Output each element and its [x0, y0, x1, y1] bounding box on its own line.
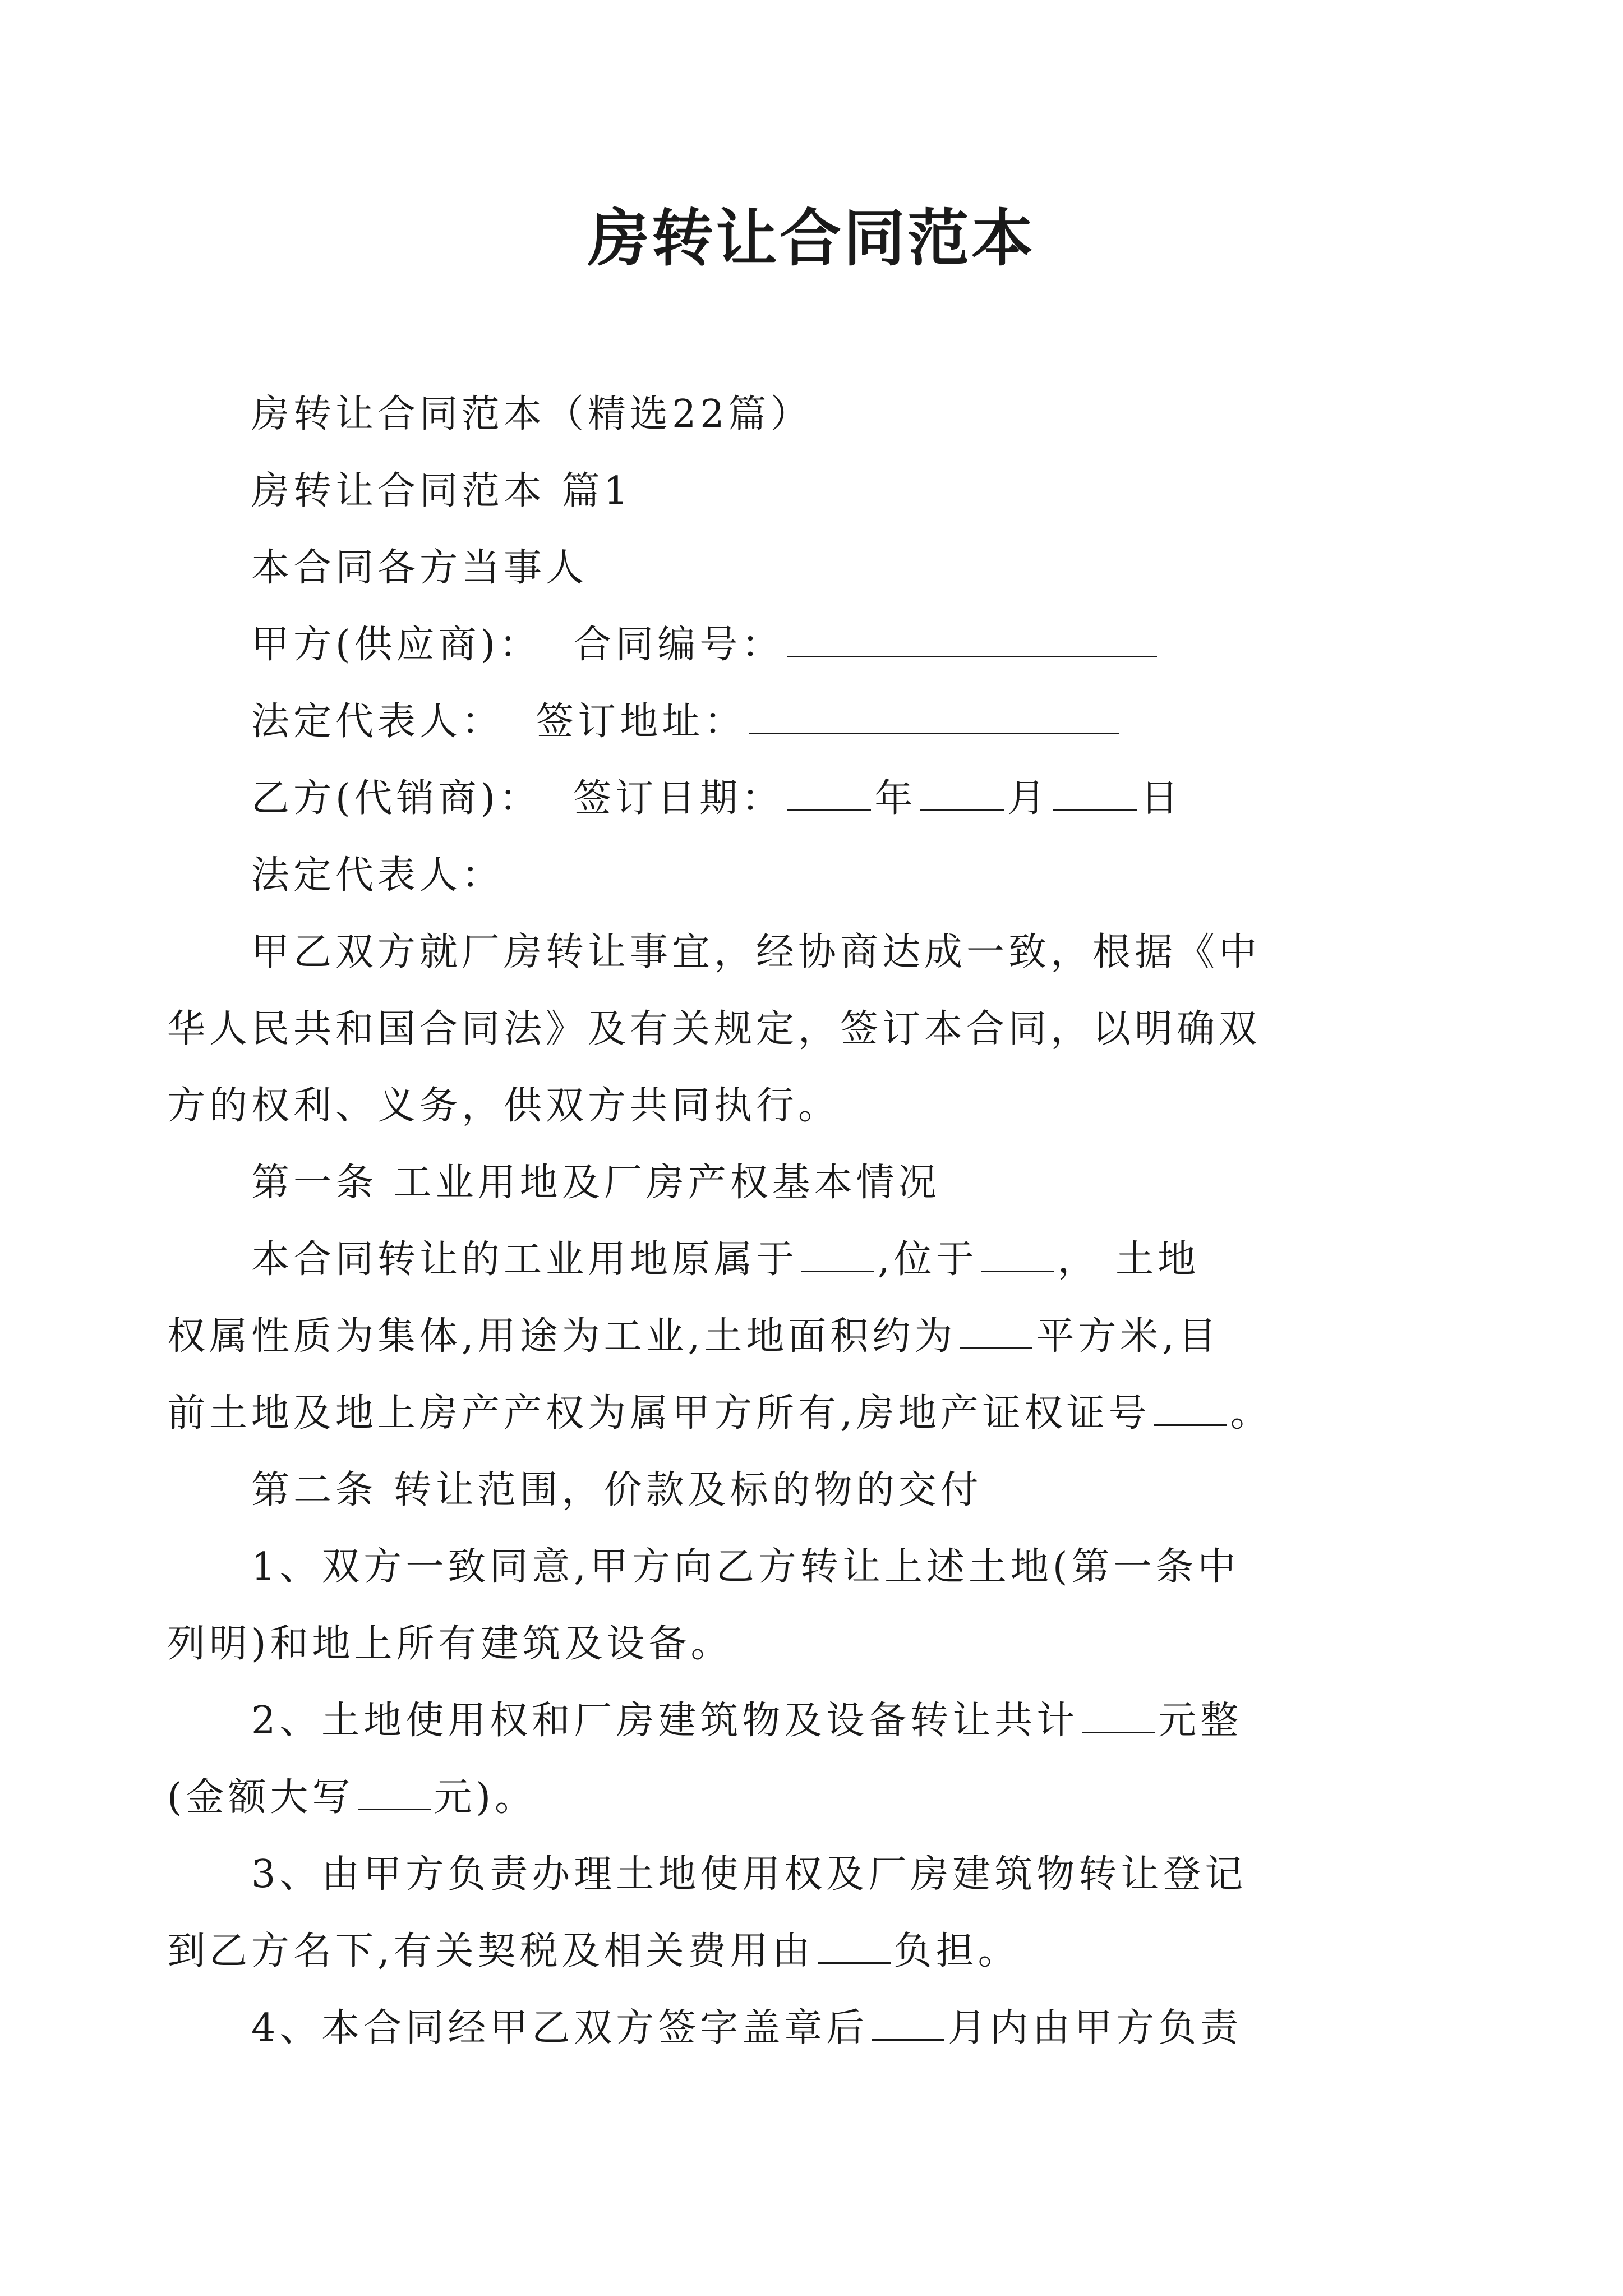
item-1-line-1: 1、双方一致同意,甲方向乙方转让上述土地(第一条中 — [251, 1545, 1240, 1589]
doc-line-party-a — [251, 606, 1390, 683]
article-1-text-b: ,位于 — [878, 1237, 978, 1282]
item-1-line-2: 列明)和地上所有建筑及设备。 — [167, 1622, 733, 1666]
price-blank — [1082, 1699, 1155, 1733]
item-4-text-b: 月内由甲方负责 — [948, 2006, 1243, 2050]
doc-line-parties: 本合同各方当事人 — [251, 546, 588, 590]
year-label: 年 — [874, 776, 917, 821]
intro-line-1: 甲乙双方就厂房转让事宜，经协商达成一致，根据《中 — [251, 930, 1261, 974]
sign-address-blank — [749, 700, 1119, 734]
intro-line-3: 方的权利、义务，供双方共同执行。 — [167, 1084, 841, 1128]
item-3-line-1: 3、由甲方负责办理土地使用权及厂房建筑物转让登记 — [251, 1852, 1247, 1897]
document-body-intro — [167, 914, 1401, 2067]
article-1-line-2 — [167, 1298, 1401, 1375]
article-1-text-d: 权属性质为集体,用途为工业,土地面积约为 — [167, 1314, 957, 1359]
item-4-text-a: 4、本合同经甲乙双方签字盖章后 — [251, 2006, 869, 2050]
contract-number-blank — [787, 623, 1157, 657]
party-b-label: 乙方(代销商)： 签订日期： — [251, 776, 784, 821]
article-1-line-3 — [167, 1375, 1401, 1452]
fee-bearer-blank — [818, 1930, 891, 1964]
certificate-number-blank — [1154, 1392, 1227, 1426]
item-3-line-2 — [167, 1913, 1401, 1990]
day-label: 日 — [1140, 776, 1183, 821]
item-2-line-2 — [167, 1759, 1401, 1836]
area-blank — [960, 1315, 1032, 1349]
price-words-blank — [358, 1776, 431, 1810]
document-title: 房转让合同范本 — [588, 203, 1035, 274]
article-2-heading: 第二条 转让范围，价款及标的物的交付 — [251, 1468, 983, 1512]
month-label: 月 — [1007, 776, 1050, 821]
item-3-text-a: 到乙方名下,有关契税及相关费用由 — [167, 1929, 814, 1973]
item-2-text-b: 元整 — [1158, 1699, 1243, 1743]
doc-line-section-heading: 房转让合同范本 篇1 — [251, 469, 632, 513]
doc-line-collection-title: 房转让合同范本（精选22篇） — [251, 392, 813, 436]
location-blank — [981, 1238, 1054, 1272]
year-blank — [787, 777, 871, 811]
article-1-text-f: 前土地及地上房产产权为属甲方所有,房地产证权证号 — [167, 1391, 1151, 1435]
item-2-line-1 — [251, 1682, 1401, 1759]
article-1-text-g: 。 — [1230, 1391, 1272, 1435]
months-blank — [872, 2007, 944, 2041]
article-1-line-1 — [251, 1221, 1401, 1298]
document-body — [251, 376, 1390, 914]
doc-line-party-b — [251, 760, 1390, 837]
item-3-text-b: 负担。 — [893, 1929, 1020, 1973]
item-2-text-d: 元)。 — [434, 1775, 537, 1820]
original-owner-blank — [801, 1238, 874, 1272]
article-1-text-c: ， 土地 — [1057, 1237, 1200, 1282]
doc-line-legal-rep-1 — [251, 683, 1390, 760]
article-1-heading: 第一条 工业用地及厂房产权基本情况 — [251, 1161, 940, 1205]
intro-line-2: 华人民共和国合同法》及有关规定，签订本合同，以明确双 — [167, 1007, 1261, 1051]
item-4-line-1 — [251, 1990, 1401, 2067]
day-blank — [1053, 777, 1137, 811]
party-a-label: 甲方(供应商)： 合同编号： — [251, 623, 784, 667]
article-1-text-a: 本合同转让的工业用地原属于 — [251, 1237, 799, 1282]
legal-rep-label: 法定代表人： 签订地址： — [251, 700, 746, 744]
item-2-text-a: 2、土地使用权和厂房建筑物及设备转让共计 — [251, 1699, 1079, 1743]
doc-line-legal-rep-2: 法定代表人： — [251, 853, 504, 898]
article-1-text-e: 平方米,目 — [1036, 1314, 1220, 1359]
month-blank — [920, 777, 1004, 811]
item-2-text-c: (金额大写 — [167, 1775, 354, 1820]
